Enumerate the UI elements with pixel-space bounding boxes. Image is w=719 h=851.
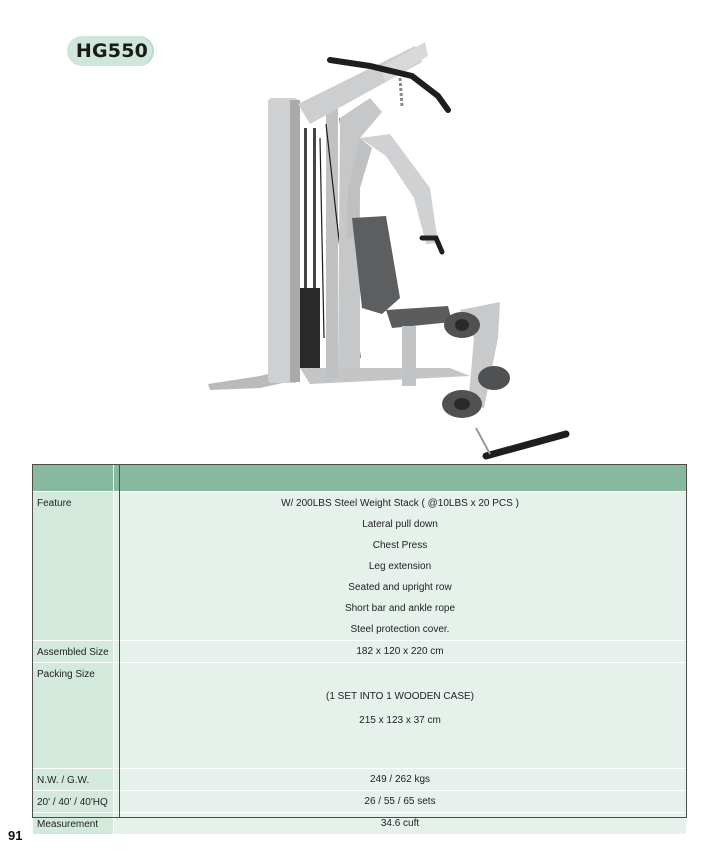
header-value-cell [114,465,687,492]
table-row [33,791,687,813]
row-values [114,641,687,663]
column-divider [119,464,120,818]
model-name: HG550 [75,40,149,62]
value-line: 34.6 cuft [380,818,420,829]
value-line: 215 x 123 x 37 cm [359,715,441,726]
row-values [114,663,687,769]
row-values [114,769,687,791]
table-row [33,663,687,769]
row-values [114,492,687,641]
table-row [33,769,687,791]
value-line: Chest Press [372,540,428,551]
table-row [33,492,687,641]
row-values [114,791,687,813]
value-line: 249 / 262 kgs [369,774,431,785]
spec-table [32,464,687,835]
table-row [33,641,687,663]
table-row [33,813,687,835]
value-line: Steel protection cover. [350,624,450,635]
value-line: Short bar and ankle rope [344,603,456,614]
value-line: 182 x 120 x 220 cm [356,646,444,657]
header-label-cell [33,465,114,492]
row-label: 20' / 40' / 40'HQ [33,791,114,813]
value-line: 26 / 55 / 65 sets [364,796,436,807]
home-gym-image [200,38,580,468]
value-line: Lateral pull down [362,519,438,530]
row-label: Assembled Size [33,641,114,663]
row-values [114,813,687,835]
value-line [114,733,686,754]
value-line [114,754,686,768]
value-line: Leg extension [368,561,432,572]
row-label: Feature [33,492,114,641]
row-label: Packing Size [33,663,114,769]
table-header-row [33,465,687,492]
row-label: Measurement [33,813,114,835]
model-badge [67,36,157,66]
page-number: 91 [8,828,23,843]
value-line: W/ 200LBS Steel Weight Stack ( @10LBS x 20 PCS ) [281,498,519,509]
row-label: N.W. / G.W. [33,769,114,791]
value-line [114,664,686,685]
value-line: Seated and upright row [348,582,452,593]
value-line: (1 SET INTO 1 WOODEN CASE) [326,691,474,702]
